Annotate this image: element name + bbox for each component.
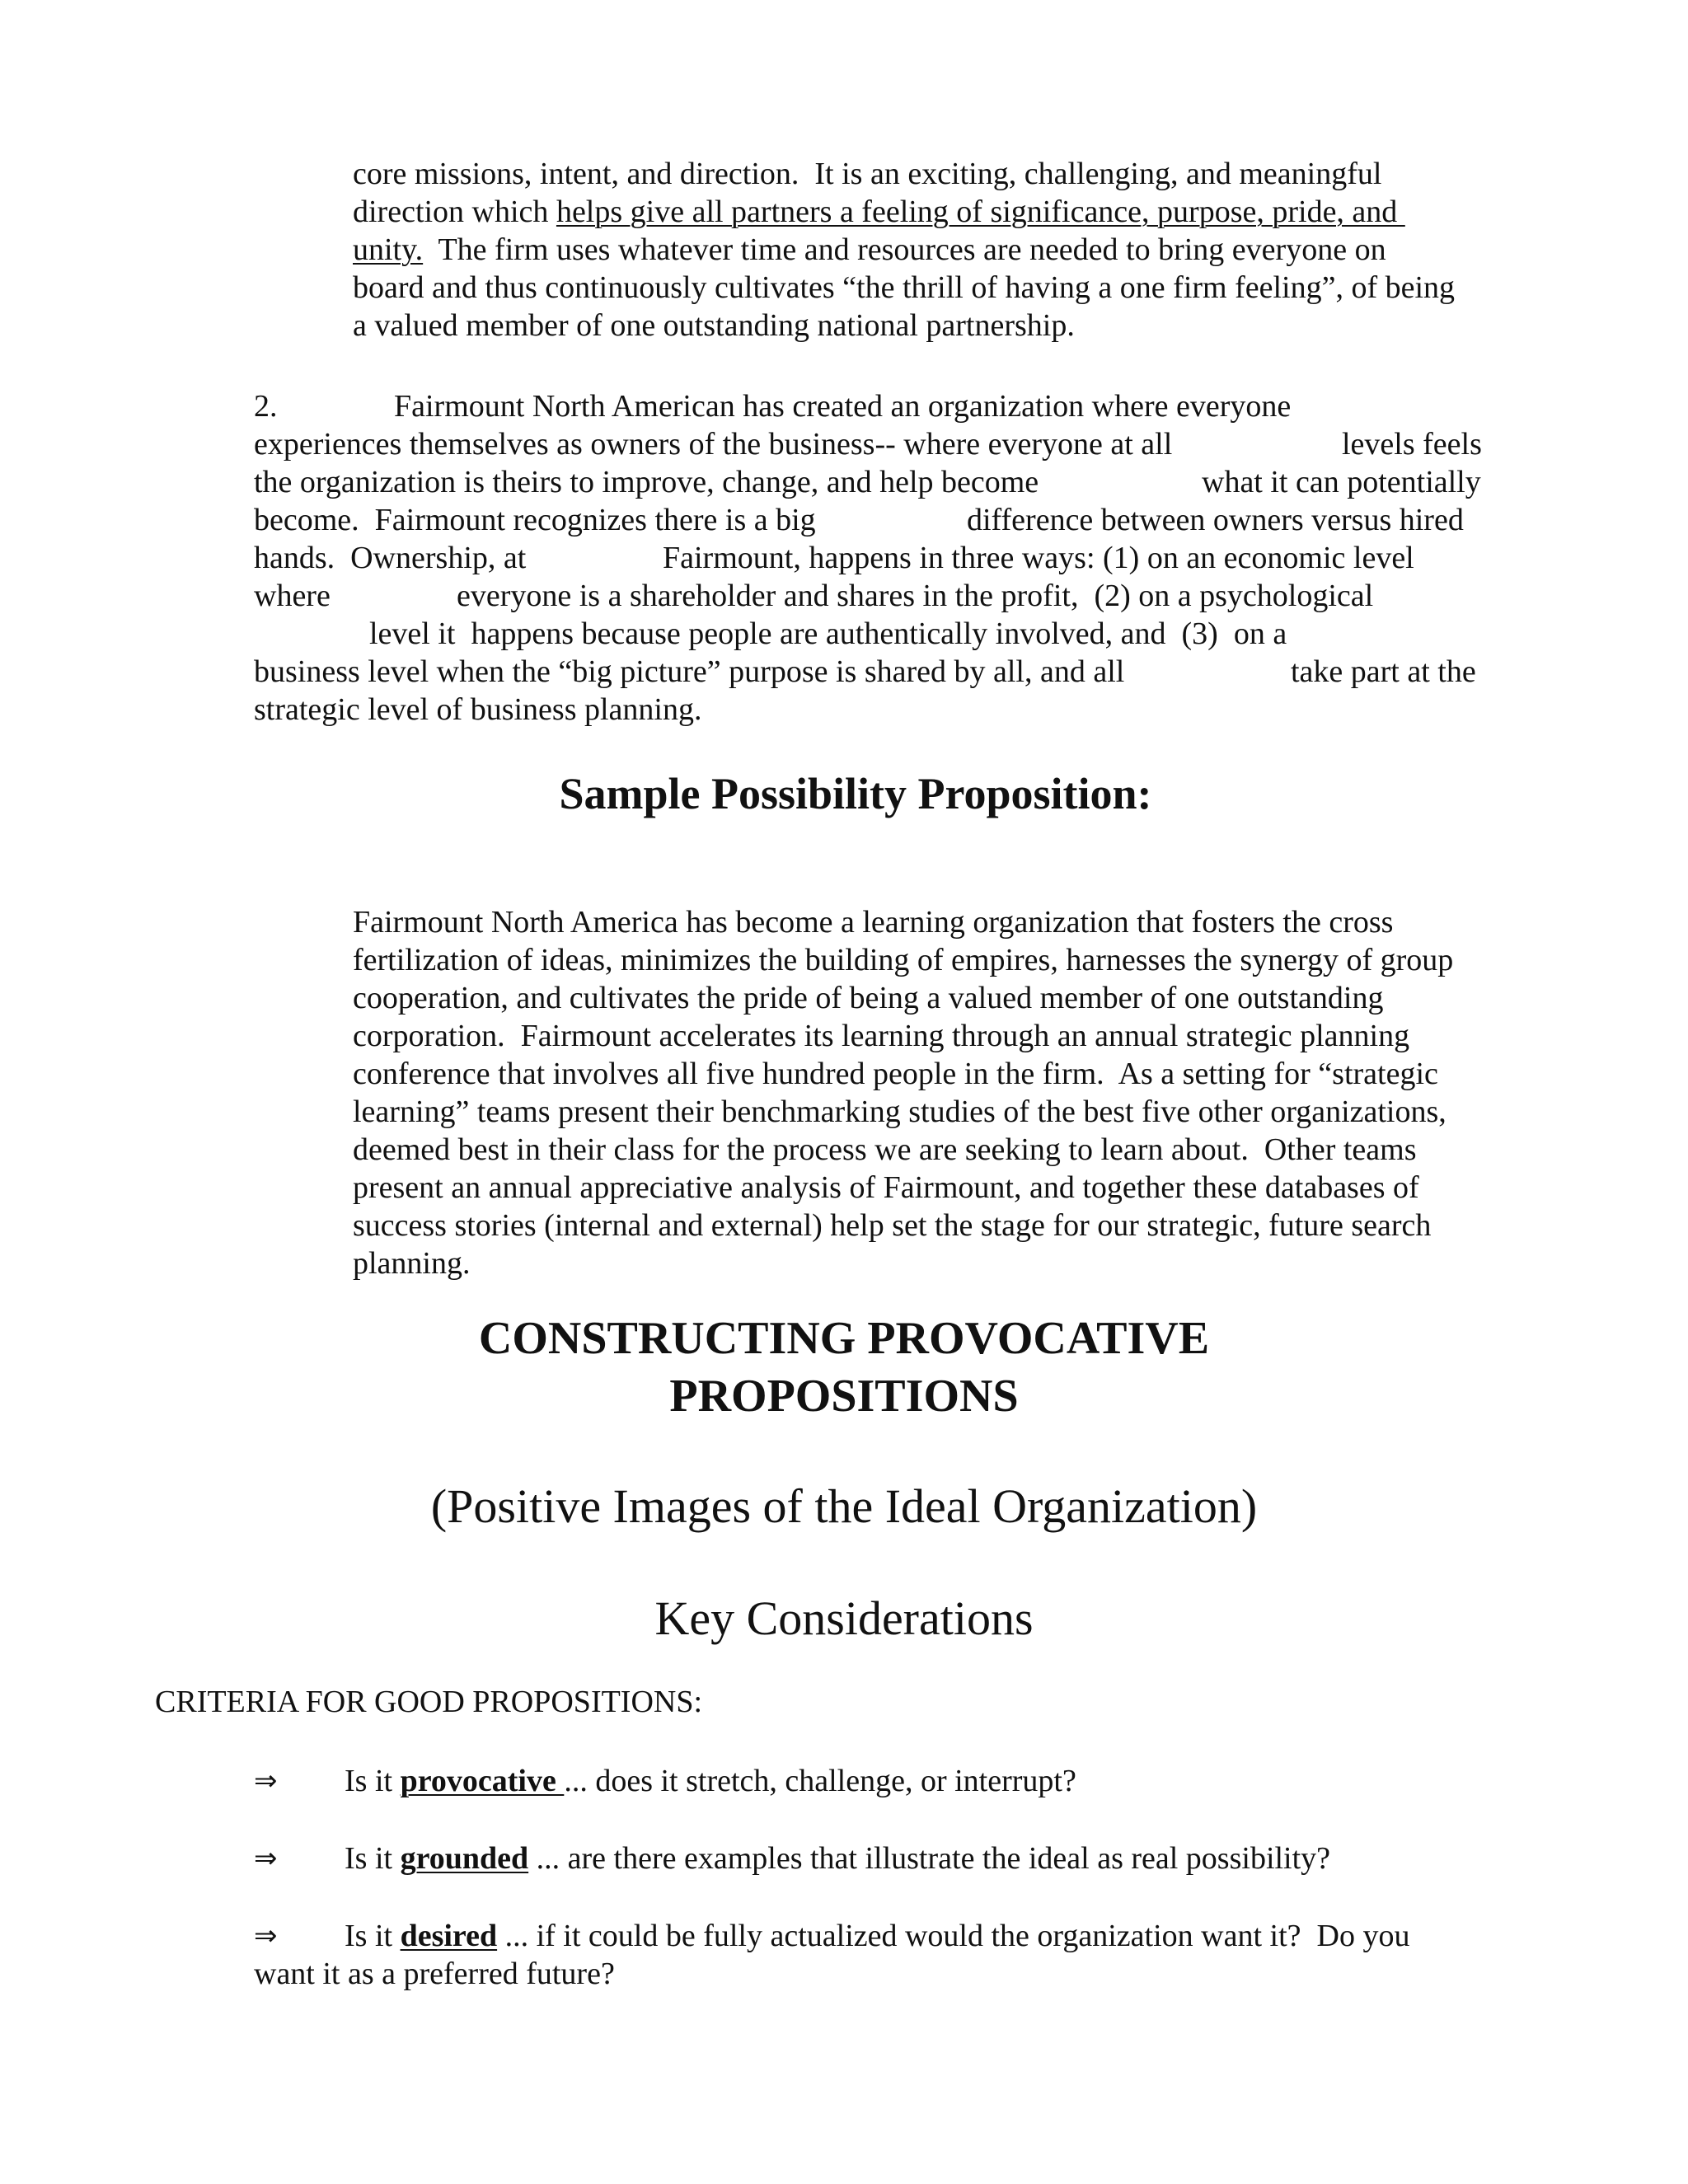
text-line: levels feels xyxy=(1342,427,1482,462)
text-span: The firm uses whatever time and resources are needed to bring everyone on xyxy=(423,232,1386,267)
text-line: want it as a preferred future? xyxy=(254,1957,615,1991)
text-line: everyone is a shareholder and shares in the profit, (2) on a psychological xyxy=(457,579,1374,613)
text-line: experiences themselves as owners of the business-- where everyone at all xyxy=(254,427,1173,462)
underlined-text: unity. xyxy=(353,232,424,267)
text-line: planning. xyxy=(353,1246,471,1281)
text-line: hands. Ownership, at xyxy=(254,541,527,575)
text-span: Is it xyxy=(345,1764,401,1798)
bullet-text xyxy=(345,1917,1409,1955)
text-line xyxy=(353,193,1405,231)
text-line: level it happens because people are authentically involved, and (3) on a xyxy=(369,616,1287,651)
text-line: business level when the “big picture” purpose is shared by all, and all xyxy=(254,654,1125,689)
text-line: fertilization of ideas, minimizes the building of empires, harnesses the synergy of group xyxy=(353,943,1454,977)
text-line: core missions, intent, and direction. It is an exciting, challenging, and meaningful xyxy=(353,157,1382,191)
text-line: what it can potentially xyxy=(1202,465,1481,499)
text-line: become. Fairmount recognizes there is a big xyxy=(254,503,816,537)
bullet-text xyxy=(345,1762,1076,1800)
text-line: learning” teams present their benchmarking studies of the best five other organizations, xyxy=(353,1094,1447,1129)
text-line: present an annual appreciative analysis of Fairmount, and together these databases of xyxy=(353,1170,1419,1205)
section-heading-sample: Sample Possibility Proposition: xyxy=(559,769,1152,818)
text-span: Is it xyxy=(345,1919,401,1953)
subheading-key-considerations: Key Considerations xyxy=(654,1591,1034,1645)
text-line: board and thus continuously cultivates “the thrill of having a one firm feeling”, of being xyxy=(353,270,1456,305)
text-line: difference between owners versus hired xyxy=(967,503,1464,537)
double-arrow-icon: ⇒ xyxy=(254,1919,278,1952)
text-line: Fairmount North American has created an organization where everyone xyxy=(394,389,1292,424)
criteria-label: CRITERIA FOR GOOD PROPOSITIONS: xyxy=(155,1685,703,1719)
text-line: where xyxy=(254,579,331,613)
text-line: deemed best in their class for the process we are seeking to learn about. Other teams xyxy=(353,1132,1417,1167)
text-span: direction which xyxy=(353,194,556,229)
text-span: ... if it could be fully actualized would the organization want it? Do you xyxy=(497,1919,1410,1953)
text-line: Fairmount, happens in three ways: (1) on an economic level xyxy=(663,541,1414,575)
text-span: ... does it stretch, challenge, or interrupt? xyxy=(564,1764,1076,1798)
text-line: conference that involves all five hundred people in the firm. As a setting for “strategic xyxy=(353,1057,1438,1091)
list-number: 2. xyxy=(254,389,278,424)
double-arrow-icon: ⇒ xyxy=(254,1842,278,1875)
text-line: corporation. Fairmount accelerates its learning through an annual strategic planning xyxy=(353,1019,1410,1053)
section-heading-constructing: CONSTRUCTING PROVOCATIVE xyxy=(478,1313,1210,1364)
subheading-positive-images: (Positive Images of the Ideal Organization) xyxy=(430,1479,1258,1533)
text-line: Fairmount North America has become a learning organization that fosters the cross xyxy=(353,905,1394,940)
text-span: Is it xyxy=(345,1841,401,1876)
text-line: cooperation, and cultivates the pride of being a valued member of one outstanding xyxy=(353,981,1384,1015)
text-line xyxy=(353,231,1386,269)
double-arrow-icon: ⇒ xyxy=(254,1765,278,1797)
text-line: the organization is theirs to improve, change, and help become xyxy=(254,465,1039,499)
keyword-provocative: provocative xyxy=(400,1764,565,1798)
section-heading-constructing-line2: PROPOSITIONS xyxy=(669,1371,1019,1422)
keyword-desired: desired xyxy=(400,1919,498,1953)
text-line: success stories (internal and external) help set the stage for our strategic, future search xyxy=(353,1208,1432,1243)
text-line: a valued member of one outstanding national partnership. xyxy=(353,308,1075,343)
text-line: strategic level of business planning. xyxy=(254,692,702,727)
text-span: ... are there examples that illustrate the ideal as real possibility? xyxy=(528,1841,1331,1876)
text-line: take part at the xyxy=(1291,654,1476,689)
keyword-grounded: grounded xyxy=(400,1841,529,1876)
underlined-text: helps give all partners a feeling of significance, purpose, pride, and xyxy=(556,194,1405,229)
bullet-text xyxy=(345,1840,1330,1877)
